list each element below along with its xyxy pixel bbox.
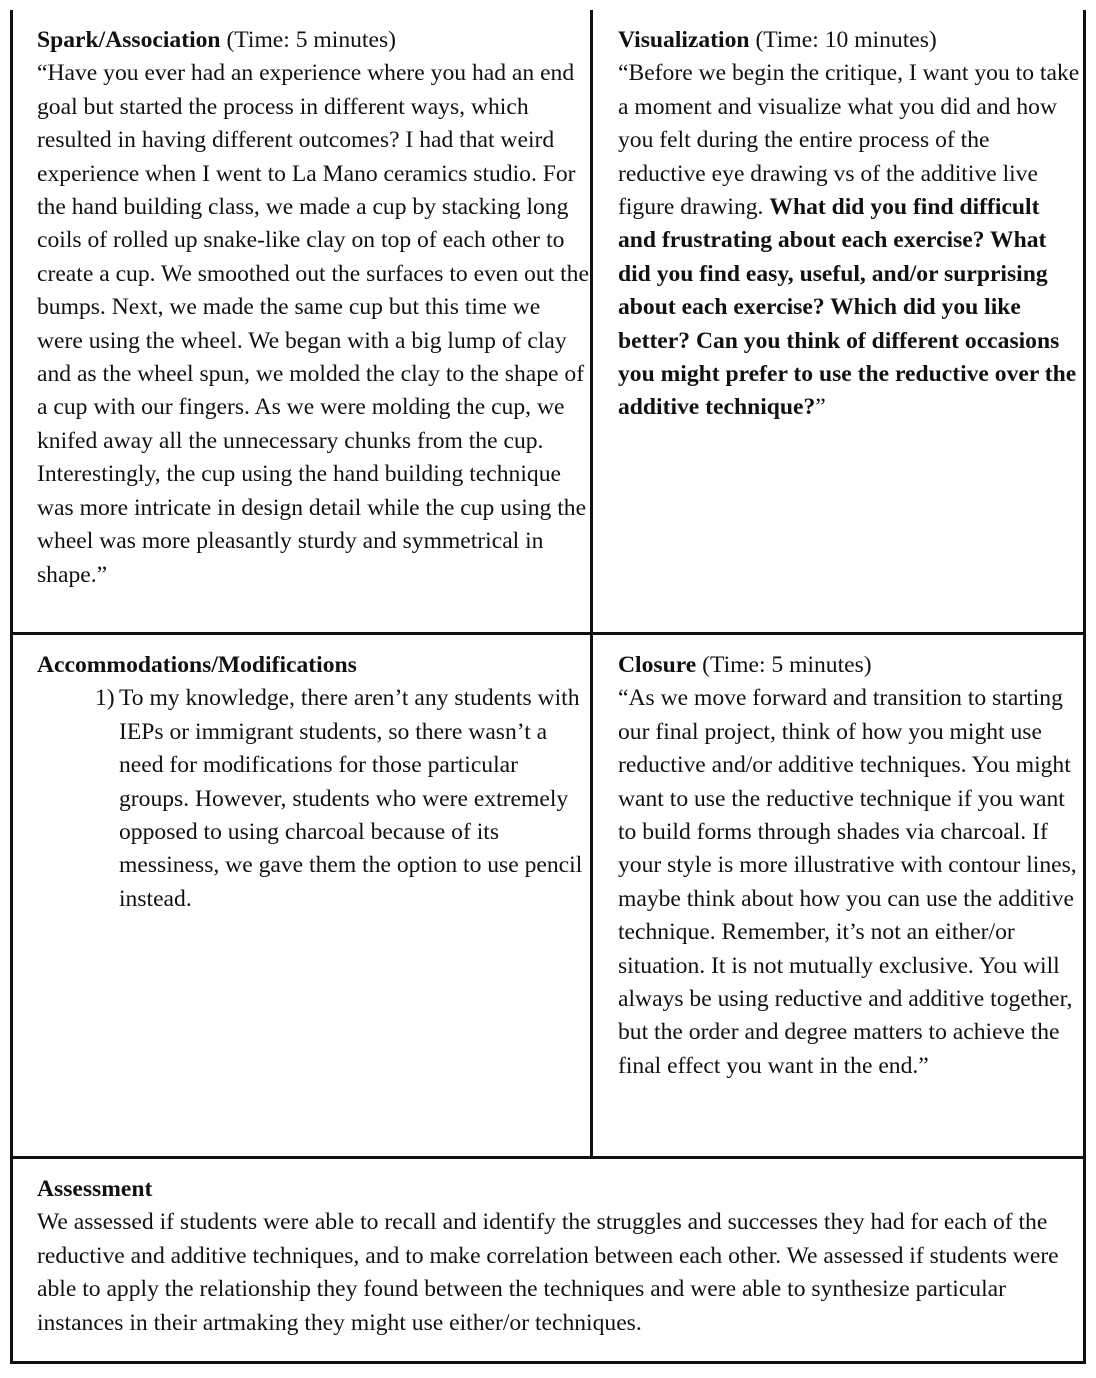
visualization-cell <box>593 10 1083 632</box>
accommodations-heading: Accommodations/Modifications <box>37 652 357 678</box>
list-item-text: To my knowledge, there aren’t any students with IEPs or immigrant students, so there wasn’t a need for modifications for those particular groups. However, students who were extremely opposed to using charcoal because of its messiness, we gave them the option to use pencil instead. <box>119 685 583 912</box>
assessment-body: We assessed if students were able to recall and identify the struggles and successes they had for each of the reductive and additive techniques, and to make correlation between each other. We assessed if students were able to apply the relationship they found between the techniques and were able to synthesize particular instances in their artmaking they might use either/or techniques. <box>37 1209 1059 1336</box>
column-divider <box>590 10 593 1157</box>
visualization-heading-line <box>618 24 1083 57</box>
list-item-number: 1) <box>95 685 115 712</box>
visualization-time: (Time: 10 minutes) <box>755 27 937 53</box>
spark-heading: Spark/Association <box>37 27 221 53</box>
assessment-cell <box>13 1159 1083 1361</box>
assessment-heading: Assessment <box>37 1176 153 1202</box>
visualization-body <box>618 57 1083 424</box>
visualization-body-plain: “Before we begin the critique, I want you to take a moment and visualize what you did and how you felt during the entire process of the reductive eye drawing vs of the additive live figure drawing. <box>618 60 1080 221</box>
closure-heading-line <box>618 649 1083 682</box>
accommodations-cell <box>13 635 590 1156</box>
closure-time: (Time: 5 minutes) <box>702 652 872 678</box>
visualization-body-bold: What did you find difficult and frustrating about each exercise? What did you find easy, useful, and/or surprising about each exercise? Which did you like better? Can you think of different occasions you might prefer to use the reductive over the additive technique? <box>618 194 1077 421</box>
lesson-plan-table <box>10 10 1086 1364</box>
closure-heading: Closure <box>618 652 697 678</box>
spark-heading-line <box>37 24 590 57</box>
list-item <box>95 682 590 916</box>
spark-body: “Have you ever had an experience where you had an end goal but started the process in different ways, which resulted in having different outcomes? I had that weird experience when I went to La Mano ceramics studio. For the hand building class, we made a cup by stacking long coils of rolled up snake-like clay on top of each other to create a cup. We smoothed out the surfaces to even out the bumps. Next, we made the same cup but this time we were using the wheel. We began with a big lump of clay and as the wheel spun, we molded the clay to the shape of a cup with our fingers. As we were molding the cup, we knifed away all the unnecessary chunks from the cup. Interestingly, the cup using the hand building technique was more intricate in design detail while the cup using the wheel was more pleasantly sturdy and symmetrical in shape.” <box>37 60 589 588</box>
row-divider <box>13 632 1083 635</box>
spark-time: (Time: 5 minutes) <box>226 27 396 53</box>
row-divider <box>13 1156 1083 1159</box>
visualization-closing-quote: ” <box>815 394 826 421</box>
closure-cell <box>593 635 1083 1156</box>
visualization-heading: Visualization <box>618 27 750 53</box>
closure-body: “As we move forward and transition to starting our final project, think of how you might use reductive and/or additive techniques. You might want to use the reductive technique if you want to build forms through shades via charcoal. If your style is more illustrative with contour lines, maybe think about how you can use the additive technique. Remember, it’s not an either/or situation. It is not mutually exclusive. You will always be using reductive and additive together, but the order and degree matters to achieve the final effect you want in the end.” <box>618 685 1077 1079</box>
spark-association-cell <box>13 10 590 632</box>
